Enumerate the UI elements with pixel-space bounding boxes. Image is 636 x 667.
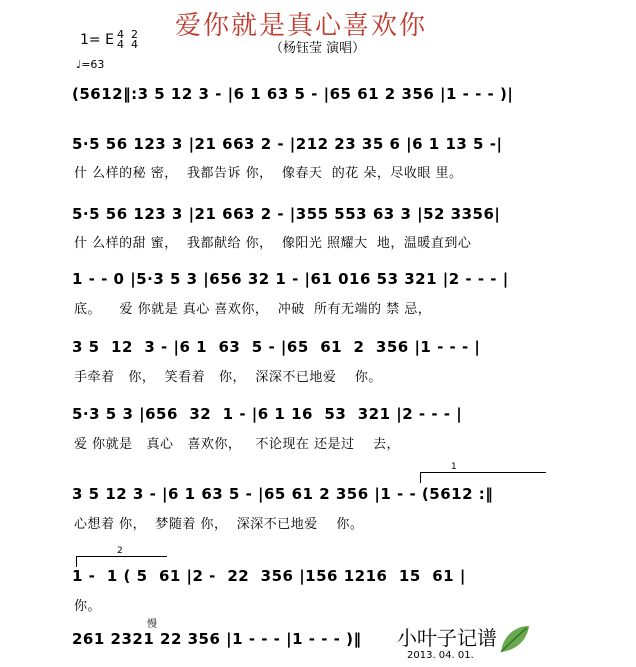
score-line-1-notes: (5612‖:3 5 12 3 - |6 1 63 5 - |65 61 2 356 |1 - - - )| <box>72 85 514 103</box>
score-line-3-lyrics: 什 么样的甜 蜜， 我都献给 你， 像阳光 照耀大 地，温暖直到心 <box>74 236 472 251</box>
score-line-4-notes: 1 - - 0 |5·3 5 3 |656 32 1 - |61 016 53 321 |2 - - - | <box>72 270 509 288</box>
singer-credit: （杨钰莹 演唱） <box>270 41 366 56</box>
song-title: 爱你就是真心喜欢你 <box>175 11 428 41</box>
tempo-mark: ♩=63 <box>76 58 105 71</box>
score-line-6-lyrics: 爱 你就是 真心 喜欢你， 不论现在 还是过 去， <box>74 437 400 452</box>
key-signature: 1= E <box>80 32 114 48</box>
volta-2 <box>76 546 167 567</box>
volta-1-number: 1 <box>451 462 457 472</box>
score-line-7-notes: 3 5 12 3 - |6 1 63 5 - |65 61 2 356 |1 - - (5612 :‖ <box>72 485 494 503</box>
score-line-2-lyrics: 什 么样的秘 密， 我都告诉 你， 像春天 的花 朵，尽收眼 里。 <box>74 166 463 181</box>
score-line-2-notes: 5·5 56 123 3 |21 663 2 - |212 23 35 6 |6 1 13 5 -| <box>72 135 503 153</box>
score-line-5-notes: 3 5 12 3 - |6 1 63 5 - |65 61 2 356 |1 - - - | <box>72 338 481 356</box>
score-line-9-notes: 261 2321 22 356 |1 - - - |1 - - - )‖ <box>72 630 362 648</box>
slow-mark: 慢 <box>147 619 157 630</box>
volta-1 <box>420 462 546 483</box>
transcription-date: 2013. 04. 01. <box>407 650 474 661</box>
time-sig-2-top: 2 <box>131 28 138 41</box>
score-line-8-notes: 1 - 1 ( 5 61 |2 - 22 356 |156 1216 15 61 | <box>72 567 466 585</box>
time-sig-2-bottom: 4 <box>131 38 138 51</box>
time-sig-4-bottom: 4 <box>117 38 124 51</box>
score-line-4-lyrics: 底。 爱 你就是 真心 喜欢你， 冲破 所有无端的 禁 忌， <box>74 302 432 317</box>
time-sig-4-top: 4 <box>117 28 124 41</box>
time-signature <box>117 30 124 50</box>
score-line-5-lyrics: 手牵着 你， 笑看着 你， 深深不已地爱 你。 <box>74 370 382 385</box>
score-line-6-notes: 5·3 5 3 |656 32 1 - |6 1 16 53 321 |2 - - - | <box>72 405 463 423</box>
time-signature-2 <box>131 30 138 50</box>
transcriber-signature: 小叶子记谱 <box>397 626 497 650</box>
score-line-3-notes: 5·5 56 123 3 |21 663 2 - |355 553 63 3 |52 3356| <box>72 205 501 223</box>
score-line-8-lyrics: 你。 <box>74 599 102 614</box>
leaf-icon <box>497 622 533 656</box>
volta-2-number: 2 <box>117 546 123 556</box>
score-line-7-lyrics: 心想着 你， 梦随着 你， 深深不已地爱 你。 <box>74 517 364 532</box>
